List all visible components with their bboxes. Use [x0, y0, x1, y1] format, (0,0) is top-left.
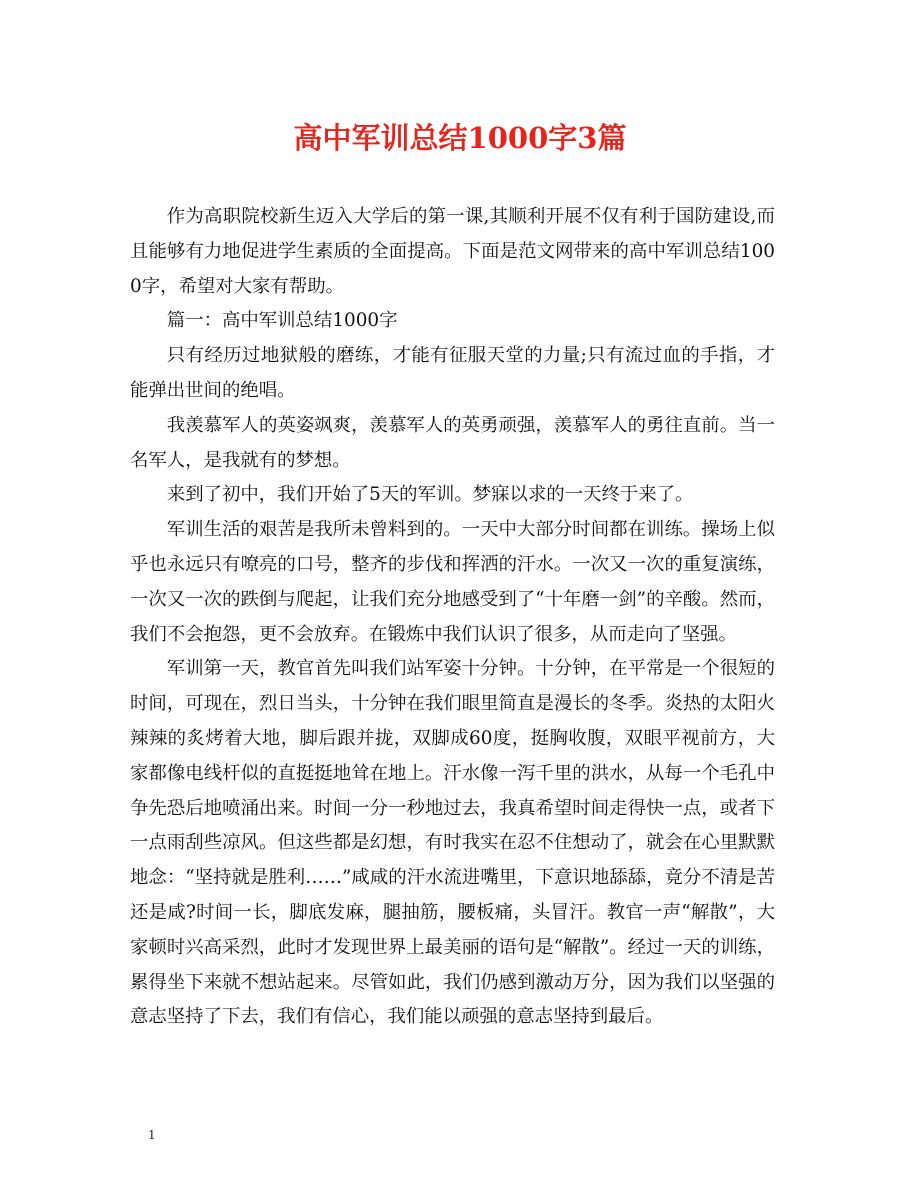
paragraph: 我羡慕军人的英姿飒爽，羡慕军人的英勇顽强，羡慕军人的勇往直前。当一名军人，是我就有的梦想。 — [130, 414, 775, 471]
paragraph: 只有经历过地狱般的磨练，才能有征服天堂的力量;只有流过血的手指，才能弹出世间的绝唱。 — [130, 345, 775, 401]
paragraph: 军训生活的艰苦是我所未曾料到的。一天中大部分时间都在训练。操场上似乎也永远只有嘹亮的口号，整齐的步伐和挥洒的汗水。一次又一次的重复演练，一次又一次的跌倒与爬起，让我们充分地感受到了“十年磨一剑”的辛酸。然而，我们不会抱怨，更不会放弃。在锻炼中我们认识了很多，从而走向了坚强。 — [130, 519, 775, 645]
document-title: 高中军训总结1000字3篇 — [293, 121, 627, 155]
paragraph: 来到了初中，我们开始了5天的军训。梦寐以求的一天终于来了。 — [166, 484, 694, 506]
page-number: 1 — [148, 1128, 156, 1142]
document-body — [130, 200, 775, 1035]
paragraph-intro: 作为高职院校新生迈入大学后的第一课,其顺利开展不仅有利于国防建设,而且能够有力地促进学生素质的全面提高。下面是范文网带来的高中军训总结1000字，希望对大家有帮助。 — [130, 206, 775, 297]
section-heading-part-one: 篇一：高中军训总结1000字 — [166, 310, 398, 332]
paragraph: 军训第一天，教官首先叫我们站军姿十分钟。十分钟，在平常是一个很短的时间，可现在，烈日当头，十分钟在我们眼里简直是漫长的冬季。炎热的太阳火辣辣的炙烤着大地，脚后跟并拢，双脚成60度，挺胸收腹，双眼平视前方，大家都像电线杆似的直挺挺地耸在地上。汗水像一泻千里的洪水，从每一个毛孔中争先恐后地喷涌出来。时间一分一秒地过去，我真希望时间走得快一点，或者下一点雨刮些凉风。但这些都是幻想，有时我实在忍不住想动了，就会在心里默默地念：“坚持就是胜利……”咸咸的汗水流进嘴里，下意识地舔舔，竟分不清是苦还是咸?时间一长，脚底发麻，腿抽筋，腰板痛，头冒汗。教官一声“解散”，大家顿时兴高采烈，此时才发现世界上最美丽的语句是“解散”。经过一天的训练，累得坐下来就不想站起来。尽管如此，我们仍感到激动万分，因为我们以坚强的意志坚持了下去，我们有信心，我们能以顽强的意志坚持到最后。 — [130, 658, 775, 1028]
